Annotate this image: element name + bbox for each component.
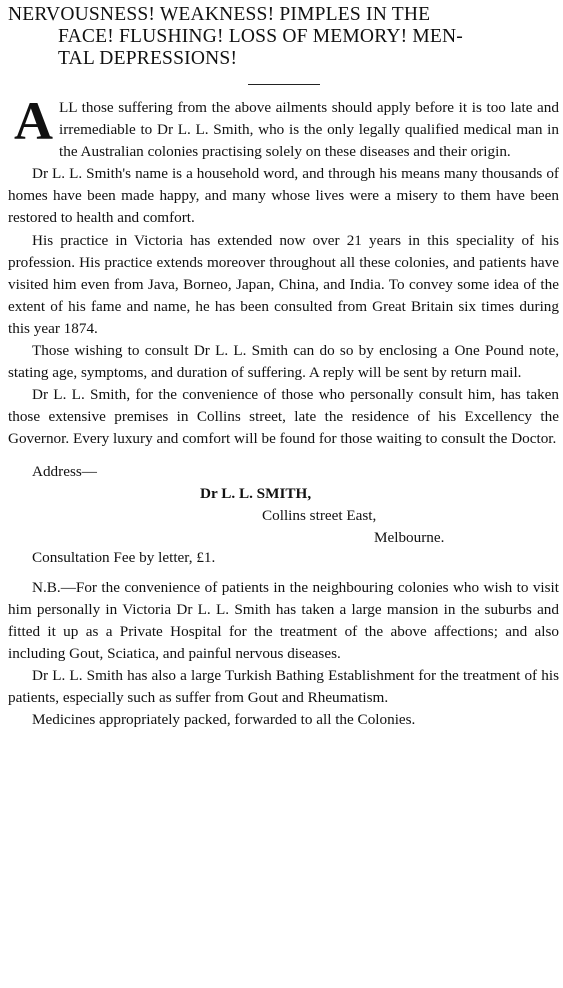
headline-line-3: TAL DEPRESSIONS! [58,48,238,69]
address-block [8,461,559,546]
address-city: Melbourne. [374,528,445,546]
address-name: Dr L. L. SMITH, [200,484,312,502]
paragraph-medicines: Medicines appropriately packed, forwarded to all the Colonies. [32,711,416,729]
lead-paragraph [8,91,559,163]
paragraph-nb-hospital: N.B.—For the convenience of patients in the neighbouring colonies who wish to visit him personally in Victoria Dr L. L. Smith has taken a large mansion in the suburbs and fitted it up as a Private Hospital for the treatment of the above affections; and also including Gout, Sciatica, and painful nervous diseases. [8,578,559,662]
paragraph-turkish-bath: Dr L. L. Smith has also a large Turkish Bathing Establishment for the treatment of his patients, especially such as suffer from Gout and Rheumatism. [8,666,559,706]
headline-line-2: FACE! FLUSHING! LOSS OF MEMORY! MEN- [58,26,463,47]
lead-text: LL those suffering from the above ailments should apply before it is too late and irremediable to Dr L. L. Smith, who is the only legally qualified medical man in the Australian colonies practising solely on these diseases and their origin. [59,99,559,161]
drop-cap: A [14,91,53,151]
divider-rule [248,84,320,85]
headline [8,4,559,70]
address-label: Address— [32,462,97,480]
article-body [8,91,559,731]
paragraph-practice: His practice in Victoria has extended now over 21 years in this speciality of his profession. His practice extends moreover throughout all these colonies, and patients have visited him even from Java, Borneo, Japan, China, and India. To convey some idea of the extent of his fame and name, he has been consulted from Great Britain six times during this year 1874. [8,231,559,337]
headline-line-1: NERVOUSNESS! WEAKNESS! PIMPLES IN THE [8,4,431,25]
paragraph-consult-by-letter: Those wishing to consult Dr L. L. Smith can do so by enclosing a One Pound note, stating age, symptoms, and duration of suffering. A reply will be sent by return mail. [8,342,559,382]
consultation-fee: Consultation Fee by letter, £1. [32,548,216,566]
paragraph-household-word: Dr L. L. Smith's name is a household word, and through his means many thousands of homes have been made happy, and many whose lives were a misery to them have been restored to health and comfort. [8,165,559,227]
address-street: Collins street East, [262,506,377,524]
paragraph-premises: Dr L. L. Smith, for the convenience of those who personally consult him, has taken those extensive premises in Collins street, late the residence of his Excellency the Governor. Every luxury and comfort will be found for those waiting to consult the Doctor. [8,386,559,448]
